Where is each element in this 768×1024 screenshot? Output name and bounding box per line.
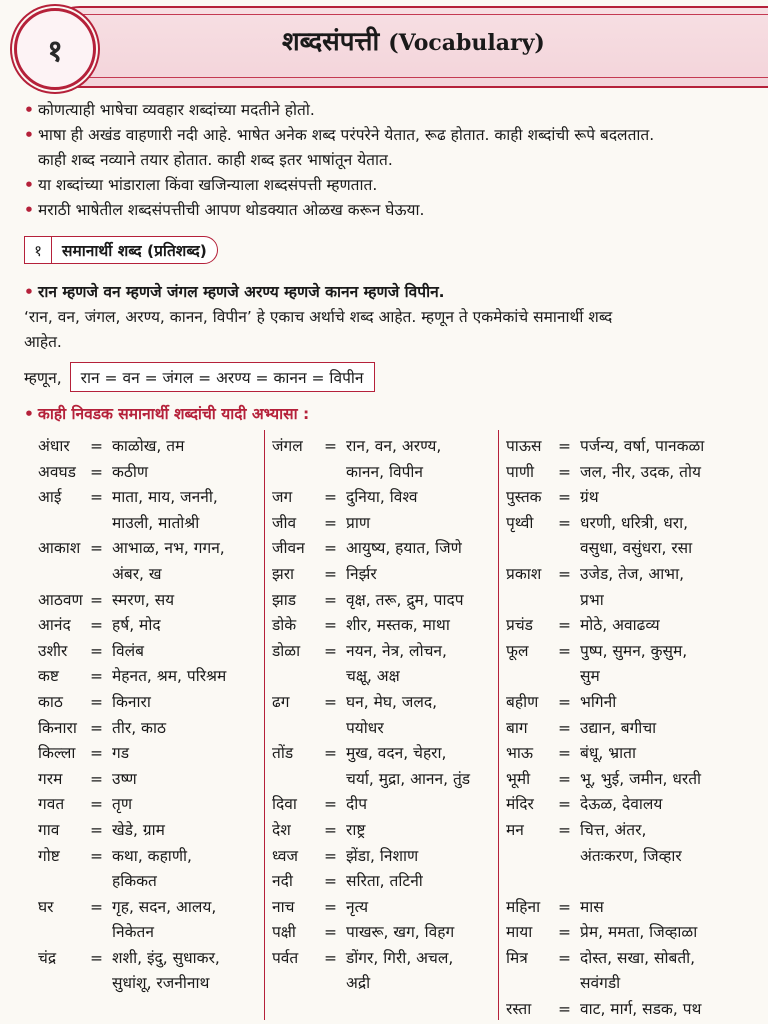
synonyms: विलंब: [112, 641, 144, 660]
equals-sign: =: [90, 641, 103, 660]
equals-sign: =: [558, 513, 571, 532]
equals-sign: =: [90, 744, 103, 763]
synonym-row: [272, 946, 498, 972]
synonym-row: [272, 511, 498, 537]
synonym-row: [506, 971, 756, 997]
synonym-row: [506, 511, 756, 537]
equals-sign: =: [324, 897, 337, 916]
word: फूल: [506, 641, 529, 660]
synonym-row: [38, 767, 266, 793]
synonym-row: [272, 792, 498, 818]
equals-sign: =: [558, 462, 571, 481]
word: अंधार: [38, 437, 70, 455]
section-number: १: [25, 237, 52, 263]
word: बाग: [506, 718, 528, 737]
synonyms: हर्ष, मोद: [112, 616, 161, 635]
word: डोळा: [272, 641, 301, 660]
synonym-row: [506, 613, 756, 639]
synonym-row: [506, 767, 756, 793]
word: जीव: [272, 513, 297, 532]
word: प्रचंड: [506, 616, 533, 635]
synonyms: स्मरण, सय: [112, 590, 175, 609]
equals-sign: =: [90, 462, 103, 481]
word: पाणी: [506, 462, 535, 481]
synonym-row: [506, 562, 756, 588]
word: गोष्ट: [38, 846, 60, 865]
synonym-row: [272, 460, 498, 486]
synonym-row: [38, 895, 266, 921]
equals-sign: =: [90, 437, 103, 455]
synonym-row: [272, 434, 498, 460]
equals-sign: =: [324, 437, 337, 455]
equals-sign: =: [90, 590, 103, 609]
synonym-row: [506, 895, 756, 921]
synonym-row: [272, 895, 498, 921]
word: [272, 767, 324, 793]
equals-sign: =: [558, 616, 571, 635]
equals-sign: [324, 460, 346, 486]
equals-sign: =: [324, 923, 337, 942]
synonyms: मुख, वदन, चेहरा,: [346, 744, 447, 763]
word: झरा: [272, 564, 295, 583]
section-title: समानार्थी शब्द (प्रतिशब्द): [62, 242, 207, 260]
synonyms: तृण: [112, 795, 133, 814]
synonyms: वसुधा, वसुंधरा, रसा: [580, 539, 693, 558]
equals-sign: [324, 971, 346, 997]
synonyms: भू, भुई, जमीन, धरती: [580, 769, 702, 788]
synonyms: सुधांशू, रजनीनाथ: [112, 974, 210, 993]
synonyms: मेहनत, श्रम, परिश्रम: [112, 667, 227, 686]
synonyms: उजेड, तेज, आभा,: [580, 564, 685, 583]
equals-sign: =: [558, 923, 571, 942]
synonym-row: [38, 562, 266, 588]
synonyms: तीर, काठ: [112, 718, 166, 737]
synonym-row: [506, 664, 756, 690]
equals-sign: =: [558, 488, 571, 507]
synonyms: कथा, कहाणी,: [112, 846, 192, 865]
synonym-row: [272, 613, 498, 639]
intro-point: • भाषा ही अखंड वाहणारी नदी आहे. भाषेत अनेक शब्द परंपरेने येतात, रूढ होतात. काही शब्दांची रूपे बदलतात.: [24, 126, 655, 144]
word: [272, 460, 324, 486]
synonyms: रान, वन, अरण्य,: [346, 437, 442, 455]
synonyms: शीर, मस्तक, माथा: [346, 616, 450, 635]
synonyms: कानन, विपीन: [346, 462, 424, 481]
synonyms: जल, नीर, उदक, तोय: [580, 462, 701, 481]
synonyms: दीप: [346, 795, 368, 814]
synonym-row: [506, 716, 756, 742]
equals-sign: =: [558, 795, 571, 814]
equation-box: रान = वन = जंगल = अरण्य = कानन = विपीन: [70, 362, 375, 392]
equals-sign: =: [90, 795, 103, 814]
synonyms: सरिता, तटिनी: [346, 872, 423, 891]
example-paragraph: [24, 280, 754, 355]
example-line: • रान म्हणजे वन म्हणजे जंगल म्हणजे अरण्य म्हणजे कानन म्हणजे विपीन.: [24, 283, 445, 301]
synonyms: शशी, इंदु, सुधाकर,: [112, 948, 220, 967]
synonyms: आभाळ, नभ, गगन,: [112, 539, 225, 558]
word: आनंद: [38, 616, 71, 635]
synonym-row: [272, 869, 498, 895]
synonym-row: [38, 460, 266, 486]
word: [272, 664, 324, 690]
synonyms: नृत्य: [346, 897, 369, 916]
equals-sign: [558, 844, 580, 870]
synonym-row: [38, 844, 266, 870]
equals-sign: =: [558, 564, 571, 583]
equals-sign: [90, 511, 112, 537]
word: प्रकाश: [506, 564, 542, 583]
word: काठ: [38, 692, 63, 711]
page-title: [282, 22, 545, 58]
synonym-row: [272, 639, 498, 665]
list-heading: • काही निवडक समानार्थी शब्दांची यादी अभ्यासा :: [24, 405, 310, 423]
synonyms: बंधू, भ्राता: [580, 744, 636, 763]
synonym-column-2: [272, 434, 498, 997]
synonyms: सवंगडी: [580, 974, 621, 993]
synonym-row: [38, 613, 266, 639]
word: [506, 844, 558, 870]
synonym-row: [38, 716, 266, 742]
word: मंदिर: [506, 795, 534, 814]
synonym-row: [506, 792, 756, 818]
equals-sign: =: [90, 846, 103, 865]
word: नदी: [272, 872, 293, 891]
equals-sign: =: [324, 616, 337, 635]
equals-sign: =: [90, 769, 103, 788]
equals-sign: [90, 971, 112, 997]
word: भाऊ: [506, 744, 534, 763]
synonym-row: [272, 844, 498, 870]
synonym-row: [38, 434, 266, 460]
word: माया: [506, 923, 533, 942]
word: [38, 971, 90, 997]
synonym-row: [506, 485, 756, 511]
synonyms: ग्रंथ: [580, 488, 599, 507]
column-divider: [498, 430, 499, 1020]
equals-sign: =: [324, 948, 337, 967]
synonyms: निकेतन: [112, 923, 154, 942]
word: मन: [506, 820, 524, 839]
synonyms: उद्यान, बगीचा: [580, 718, 657, 737]
synonym-row: [506, 639, 756, 665]
equals-sign: =: [324, 488, 337, 507]
synonym-row: [506, 741, 756, 767]
synonyms: पुष्प, सुमन, कुसुम,: [580, 641, 688, 660]
synonyms: नयन, नेत्र, लोचन,: [346, 641, 447, 660]
synonyms: डोंगर, गिरी, अचल,: [346, 948, 454, 967]
synonyms: आयुष्य, हयात, जिणे: [346, 539, 462, 558]
synonym-row: [272, 690, 498, 716]
synonym-row: [272, 971, 498, 997]
synonyms: दुनिया, विश्व: [346, 488, 418, 507]
synonym-column-3: [506, 434, 756, 1023]
synonyms: माउली, मातोश्री: [112, 513, 200, 532]
intro-point: • मराठी भाषेतील शब्दसंपत्तीची आपण थोडक्यात ओळख करून घेऊया.: [24, 201, 425, 219]
synonym-row: [272, 716, 498, 742]
synonyms: चर्या, मुद्रा, आनन, तुंड: [346, 769, 471, 788]
chapter-header: [0, 0, 768, 92]
equals-sign: [90, 562, 112, 588]
synonym-row: [38, 792, 266, 818]
equals-sign: =: [324, 744, 337, 763]
synonym-row: [272, 536, 498, 562]
synonym-row: [38, 639, 266, 665]
equals-sign: =: [324, 692, 337, 711]
word: [272, 971, 324, 997]
synonym-row: [38, 588, 266, 614]
synonyms: काळोख, तम: [112, 437, 185, 455]
synonyms: माता, माय, जननी,: [112, 488, 218, 507]
synonyms: मास: [580, 897, 604, 916]
word: आई: [38, 488, 62, 507]
word: ध्वज: [272, 846, 298, 865]
equals-sign: =: [90, 820, 103, 839]
synonym-row: [272, 562, 498, 588]
synonym-column-1: [38, 434, 266, 997]
synonym-row: [506, 818, 756, 844]
equals-sign: [558, 664, 580, 690]
synonym-row: [506, 997, 756, 1023]
synonyms: घन, मेघ, जलद,: [346, 692, 438, 711]
word: [38, 920, 90, 946]
synonyms: चित्त, अंतर,: [580, 820, 647, 839]
synonym-row: [38, 920, 266, 946]
synonym-row: [272, 920, 498, 946]
equals-sign: =: [324, 590, 337, 609]
equals-sign: =: [324, 564, 337, 583]
word: [38, 511, 90, 537]
equals-sign: [90, 920, 112, 946]
word: किनारा: [38, 718, 77, 737]
equals-sign: =: [90, 616, 103, 635]
synonyms: पर्जन्य, वर्षा, पानकळा: [580, 437, 705, 455]
synonyms: अंतःकरण, जिव्हार: [580, 846, 682, 865]
synonym-row: [38, 946, 266, 972]
word: जंगल: [272, 437, 303, 455]
intro-point: • या शब्दांच्या भांडाराला किंवा खजिन्याला शब्दसंपत्ती म्हणतात.: [24, 176, 378, 194]
equals-sign: [324, 767, 346, 793]
synonym-row: [506, 920, 756, 946]
word: दिवा: [272, 795, 297, 814]
synonyms: पाखरू, खग, विहग: [346, 923, 455, 942]
word: [38, 869, 90, 895]
synonyms: दोस्त, सखा, सोबती,: [580, 948, 696, 967]
synonym-row: [38, 511, 266, 537]
word: [506, 971, 558, 997]
word: भूमी: [506, 769, 531, 788]
equals-sign: [324, 664, 346, 690]
synonyms: प्रेम, ममता, जिव्हाळा: [580, 923, 698, 942]
word: तोंड: [272, 744, 294, 763]
equals-sign: =: [558, 769, 571, 788]
word: [272, 716, 324, 742]
synonyms: उष्ण: [112, 769, 137, 788]
equals-sign: =: [90, 897, 103, 916]
equals-sign: =: [90, 692, 103, 711]
word: गवत: [38, 795, 65, 814]
therefore-label: म्हणून,: [24, 369, 62, 387]
synonym-row: [506, 460, 756, 486]
title-english: (Vocabulary): [388, 30, 545, 56]
word: कष्ट: [38, 667, 59, 686]
equals-sign: =: [90, 948, 103, 967]
intro-paragraphs: [24, 98, 754, 223]
word: ढग: [272, 692, 290, 711]
word: आकाश: [38, 539, 81, 558]
word: चंद्र: [38, 948, 57, 967]
synonym-row: [38, 741, 266, 767]
equals-sign: =: [558, 897, 571, 916]
equals-sign: =: [558, 1000, 571, 1019]
equals-sign: =: [324, 820, 337, 839]
synonym-row: [38, 485, 266, 511]
synonym-row: [272, 741, 498, 767]
synonyms: अद्री: [346, 974, 371, 993]
equals-sign: =: [324, 539, 337, 558]
equals-sign: =: [558, 641, 571, 660]
synonyms: सुम: [580, 667, 600, 686]
synonyms: हकिकत: [112, 872, 157, 891]
synonyms: भगिनी: [580, 692, 617, 711]
synonym-row: [272, 485, 498, 511]
word: बहीण: [506, 692, 539, 711]
synonyms: गड: [112, 744, 130, 763]
word: पृथ्वी: [506, 513, 534, 532]
word: महिना: [506, 897, 541, 916]
example-line: ‘रान, वन, जंगल, अरण्य, कानन, विपीन’ हे एकाच अर्थाचे शब्द आहेत. म्हणून ते एकमेकांचे समानार्थी शब्द: [24, 308, 613, 326]
word: पाऊस: [506, 437, 542, 455]
synonym-row: [272, 767, 498, 793]
equals-sign: =: [90, 718, 103, 737]
equals-sign: =: [558, 744, 571, 763]
equals-sign: =: [324, 872, 337, 891]
synonym-row: [506, 844, 756, 870]
equals-sign: =: [324, 846, 337, 865]
equals-sign: =: [90, 488, 103, 507]
section-heading: [24, 236, 218, 264]
word: [506, 664, 558, 690]
synonyms: किनारा: [112, 692, 151, 711]
equals-sign: =: [324, 513, 337, 532]
word: देश: [272, 820, 291, 839]
equation-row: [24, 362, 375, 392]
word: अवघड: [38, 462, 76, 481]
synonyms: कठीण: [112, 462, 149, 481]
equals-sign: =: [558, 718, 571, 737]
synonyms: वृक्ष, तरू, द्रुम, पादप: [346, 590, 464, 609]
example-line: आहेत.: [24, 333, 62, 351]
equals-sign: [558, 588, 580, 614]
synonyms: अंबर, ख: [112, 564, 162, 583]
synonym-row: [506, 946, 756, 972]
synonym-row: [38, 690, 266, 716]
synonym-row: [38, 536, 266, 562]
word: मित्र: [506, 948, 528, 967]
title-marathi: शब्दसंपत्ती: [282, 27, 380, 57]
equals-sign: =: [558, 692, 571, 711]
synonym-row: [506, 434, 756, 460]
intro-point-continued: काही शब्द नव्याने तयार होतात. काही शब्द इतर भाषांतून येतात.: [38, 151, 393, 169]
word: आठवण: [38, 590, 83, 609]
synonym-row: [506, 588, 756, 614]
synonyms: गृह, सदन, आलय,: [112, 897, 217, 916]
word: [506, 536, 558, 562]
synonym-row: [38, 664, 266, 690]
equals-sign: [558, 971, 580, 997]
synonyms: प्रभा: [580, 590, 604, 609]
synonyms: प्राण: [346, 513, 371, 532]
word: डोके: [272, 616, 297, 635]
word: [506, 588, 558, 614]
word: नाच: [272, 897, 295, 916]
equals-sign: [90, 869, 112, 895]
equals-sign: [324, 716, 346, 742]
synonym-row: [38, 818, 266, 844]
word: जग: [272, 488, 293, 507]
synonym-row: [38, 869, 266, 895]
synonyms: मोठे, अवाढव्य: [580, 616, 660, 635]
synonyms: चक्षू, अक्ष: [346, 667, 400, 686]
word: झाड: [272, 590, 297, 609]
synonym-row: [506, 869, 756, 895]
synonym-row: [272, 664, 498, 690]
word: पुस्तक: [506, 488, 542, 507]
synonym-row: [506, 536, 756, 562]
word: किल्ला: [38, 744, 76, 763]
synonyms: वाट, मार्ग, सडक, पथ: [580, 1000, 702, 1019]
synonyms: खेडे, ग्राम: [112, 820, 165, 839]
word: गाव: [38, 820, 60, 839]
word: [38, 562, 90, 588]
word: पर्वत: [272, 948, 299, 967]
word: रस्ता: [506, 1000, 532, 1019]
synonym-row: [38, 971, 266, 997]
synonyms: पयोधर: [346, 718, 384, 737]
equals-sign: =: [324, 641, 337, 660]
equals-sign: =: [90, 667, 103, 686]
synonyms: झेंडा, निशाण: [346, 846, 419, 865]
equals-sign: =: [558, 948, 571, 967]
synonym-row: [272, 588, 498, 614]
equals-sign: =: [90, 539, 103, 558]
synonym-row: [272, 818, 498, 844]
equals-sign: [558, 536, 580, 562]
word: घर: [38, 897, 54, 916]
word: पक्षी: [272, 923, 296, 942]
word: गरम: [38, 769, 63, 788]
intro-point: • कोणत्याही भाषेचा व्यवहार शब्दांच्या मदतीने होतो.: [24, 101, 315, 119]
synonyms: राष्ट्र: [346, 820, 366, 839]
synonyms: देऊळ, देवालय: [580, 795, 663, 814]
synonyms: धरणी, धरित्री, धरा,: [580, 513, 689, 532]
word: जीवन: [272, 539, 305, 558]
equals-sign: =: [324, 795, 337, 814]
synonyms: निर्झर: [346, 564, 377, 583]
synonym-row: [506, 690, 756, 716]
word: उशीर: [38, 641, 68, 660]
chapter-number-badge: १: [14, 8, 96, 90]
equals-sign: =: [558, 820, 571, 839]
equals-sign: =: [558, 437, 571, 455]
